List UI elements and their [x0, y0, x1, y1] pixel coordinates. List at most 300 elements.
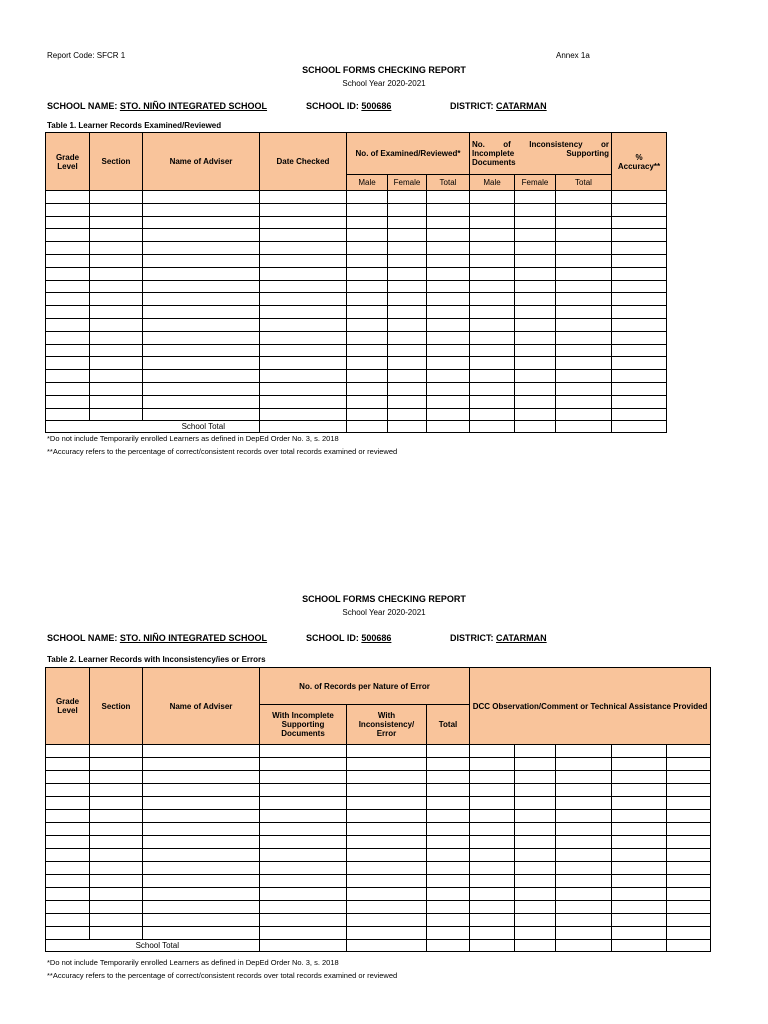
- table-cell[interactable]: [143, 758, 260, 771]
- table-cell[interactable]: [143, 745, 260, 758]
- table-cell[interactable]: [347, 242, 388, 255]
- table-cell[interactable]: [90, 395, 143, 408]
- table-cell[interactable]: [388, 382, 427, 395]
- table-cell[interactable]: [556, 914, 612, 927]
- table-cell[interactable]: [427, 216, 470, 229]
- table-cell[interactable]: [347, 888, 427, 901]
- table-cell[interactable]: [90, 370, 143, 383]
- table-cell[interactable]: [143, 797, 260, 810]
- school-total-cell[interactable]: [612, 421, 667, 433]
- table-cell[interactable]: [90, 823, 143, 836]
- table-cell[interactable]: [46, 318, 90, 331]
- table-cell[interactable]: [470, 849, 515, 862]
- table-cell[interactable]: [90, 254, 143, 267]
- table-cell[interactable]: [347, 901, 427, 914]
- table-cell[interactable]: [90, 862, 143, 875]
- table-cell[interactable]: [556, 370, 612, 383]
- table-cell[interactable]: [388, 395, 427, 408]
- table-cell[interactable]: [46, 408, 90, 421]
- table-cell[interactable]: [143, 203, 260, 216]
- table-cell[interactable]: [427, 758, 470, 771]
- table-cell[interactable]: [260, 836, 347, 849]
- table-cell[interactable]: [470, 395, 515, 408]
- table-cell[interactable]: [515, 745, 556, 758]
- table-cell[interactable]: [90, 267, 143, 280]
- table-cell[interactable]: [667, 797, 711, 810]
- table-cell[interactable]: [612, 382, 667, 395]
- table-cell[interactable]: [515, 862, 556, 875]
- table-cell[interactable]: [90, 242, 143, 255]
- table-cell[interactable]: [260, 216, 347, 229]
- table-cell[interactable]: [427, 382, 470, 395]
- table-cell[interactable]: [470, 408, 515, 421]
- table-cell[interactable]: [90, 280, 143, 293]
- table-cell[interactable]: [90, 382, 143, 395]
- table-cell[interactable]: [470, 382, 515, 395]
- table-cell[interactable]: [556, 331, 612, 344]
- table-cell[interactable]: [90, 408, 143, 421]
- table-cell[interactable]: [470, 771, 515, 784]
- table-cell[interactable]: [46, 927, 90, 940]
- table-cell[interactable]: [470, 306, 515, 319]
- table-cell[interactable]: [515, 927, 556, 940]
- table-cell[interactable]: [612, 408, 667, 421]
- table-cell[interactable]: [427, 395, 470, 408]
- table-cell[interactable]: [143, 771, 260, 784]
- table-cell[interactable]: [46, 823, 90, 836]
- table-cell[interactable]: [347, 849, 427, 862]
- table-cell[interactable]: [667, 927, 711, 940]
- table-cell[interactable]: [556, 836, 612, 849]
- table-cell[interactable]: [388, 203, 427, 216]
- table-cell[interactable]: [427, 784, 470, 797]
- table-cell[interactable]: [470, 254, 515, 267]
- table-cell[interactable]: [427, 927, 470, 940]
- table-cell[interactable]: [46, 395, 90, 408]
- table-cell[interactable]: [347, 771, 427, 784]
- table-cell[interactable]: [260, 862, 347, 875]
- table-cell[interactable]: [90, 849, 143, 862]
- table-cell[interactable]: [612, 784, 667, 797]
- table-cell[interactable]: [515, 229, 556, 242]
- table-cell[interactable]: [470, 216, 515, 229]
- table-cell[interactable]: [427, 293, 470, 306]
- table-cell[interactable]: [46, 849, 90, 862]
- table-cell[interactable]: [427, 344, 470, 357]
- table-cell[interactable]: [470, 797, 515, 810]
- table-cell[interactable]: [46, 797, 90, 810]
- table-cell[interactable]: [46, 370, 90, 383]
- table-cell[interactable]: [347, 306, 388, 319]
- table-cell[interactable]: [556, 784, 612, 797]
- table-cell[interactable]: [427, 191, 470, 204]
- table-cell[interactable]: [427, 408, 470, 421]
- table-cell[interactable]: [515, 382, 556, 395]
- table-cell[interactable]: [556, 901, 612, 914]
- table-cell[interactable]: [515, 836, 556, 849]
- table-cell[interactable]: [260, 408, 347, 421]
- table-cell[interactable]: [612, 823, 667, 836]
- table-cell[interactable]: [260, 357, 347, 370]
- table-cell[interactable]: [612, 745, 667, 758]
- table-cell[interactable]: [470, 191, 515, 204]
- school-total-cell[interactable]: [260, 940, 347, 952]
- table-cell[interactable]: [470, 901, 515, 914]
- table-cell[interactable]: [260, 318, 347, 331]
- table-cell[interactable]: [515, 293, 556, 306]
- table-cell[interactable]: [556, 797, 612, 810]
- table-cell[interactable]: [515, 408, 556, 421]
- table-cell[interactable]: [470, 344, 515, 357]
- table-cell[interactable]: [515, 331, 556, 344]
- school-total-cell[interactable]: [470, 940, 515, 952]
- table-cell[interactable]: [260, 306, 347, 319]
- table-cell[interactable]: [90, 914, 143, 927]
- table-cell[interactable]: [515, 758, 556, 771]
- table-cell[interactable]: [260, 784, 347, 797]
- table-cell[interactable]: [556, 254, 612, 267]
- table-cell[interactable]: [90, 875, 143, 888]
- table-cell[interactable]: [612, 203, 667, 216]
- table-cell[interactable]: [347, 914, 427, 927]
- table-cell[interactable]: [143, 280, 260, 293]
- table-cell[interactable]: [470, 280, 515, 293]
- table-cell[interactable]: [427, 280, 470, 293]
- table-cell[interactable]: [470, 203, 515, 216]
- table-cell[interactable]: [388, 242, 427, 255]
- table-cell[interactable]: [470, 745, 515, 758]
- table-cell[interactable]: [388, 370, 427, 383]
- table-cell[interactable]: [347, 797, 427, 810]
- table-cell[interactable]: [260, 823, 347, 836]
- table-cell[interactable]: [427, 836, 470, 849]
- table-cell[interactable]: [46, 306, 90, 319]
- table-cell[interactable]: [347, 293, 388, 306]
- table-cell[interactable]: [347, 344, 388, 357]
- table-cell[interactable]: [90, 318, 143, 331]
- table-cell[interactable]: [143, 784, 260, 797]
- table-cell[interactable]: [388, 344, 427, 357]
- table-cell[interactable]: [556, 203, 612, 216]
- table-cell[interactable]: [667, 810, 711, 823]
- table-cell[interactable]: [46, 229, 90, 242]
- table-cell[interactable]: [143, 370, 260, 383]
- table-cell[interactable]: [612, 914, 667, 927]
- table-cell[interactable]: [46, 216, 90, 229]
- table-cell[interactable]: [143, 229, 260, 242]
- table-cell[interactable]: [427, 862, 470, 875]
- table-cell[interactable]: [260, 901, 347, 914]
- table-cell[interactable]: [347, 357, 388, 370]
- table-cell[interactable]: [90, 229, 143, 242]
- table-cell[interactable]: [90, 771, 143, 784]
- table-cell[interactable]: [90, 344, 143, 357]
- table-cell[interactable]: [143, 888, 260, 901]
- table-cell[interactable]: [347, 370, 388, 383]
- table-cell[interactable]: [427, 901, 470, 914]
- school-total-cell[interactable]: [388, 421, 427, 433]
- table-cell[interactable]: [143, 254, 260, 267]
- table-cell[interactable]: [143, 823, 260, 836]
- table-cell[interactable]: [612, 370, 667, 383]
- table-cell[interactable]: [90, 888, 143, 901]
- table-cell[interactable]: [46, 771, 90, 784]
- table-cell[interactable]: [143, 344, 260, 357]
- table-cell[interactable]: [612, 293, 667, 306]
- table-cell[interactable]: [556, 293, 612, 306]
- table-cell[interactable]: [388, 408, 427, 421]
- table-cell[interactable]: [556, 875, 612, 888]
- table-cell[interactable]: [143, 395, 260, 408]
- table-cell[interactable]: [470, 242, 515, 255]
- table-cell[interactable]: [46, 836, 90, 849]
- table-cell[interactable]: [347, 862, 427, 875]
- table-cell[interactable]: [260, 914, 347, 927]
- table-cell[interactable]: [427, 823, 470, 836]
- table-cell[interactable]: [556, 810, 612, 823]
- table-cell[interactable]: [46, 914, 90, 927]
- school-total-cell[interactable]: [470, 421, 515, 433]
- table-cell[interactable]: [515, 191, 556, 204]
- table-cell[interactable]: [46, 203, 90, 216]
- table-cell[interactable]: [260, 191, 347, 204]
- table-cell[interactable]: [612, 344, 667, 357]
- table-cell[interactable]: [515, 267, 556, 280]
- table-cell[interactable]: [46, 888, 90, 901]
- table-cell[interactable]: [260, 331, 347, 344]
- table-cell[interactable]: [612, 901, 667, 914]
- table-cell[interactable]: [667, 823, 711, 836]
- table-cell[interactable]: [667, 849, 711, 862]
- table-cell[interactable]: [470, 823, 515, 836]
- table-cell[interactable]: [515, 901, 556, 914]
- table-cell[interactable]: [143, 927, 260, 940]
- table-cell[interactable]: [90, 357, 143, 370]
- table-cell[interactable]: [90, 901, 143, 914]
- table-cell[interactable]: [90, 797, 143, 810]
- table-cell[interactable]: [347, 784, 427, 797]
- table-cell[interactable]: [347, 216, 388, 229]
- table-cell[interactable]: [143, 293, 260, 306]
- table-cell[interactable]: [46, 875, 90, 888]
- table-cell[interactable]: [143, 408, 260, 421]
- table-cell[interactable]: [347, 254, 388, 267]
- table-cell[interactable]: [470, 914, 515, 927]
- table-cell[interactable]: [612, 254, 667, 267]
- table-cell[interactable]: [612, 836, 667, 849]
- table-cell[interactable]: [667, 888, 711, 901]
- table-cell[interactable]: [347, 836, 427, 849]
- table-cell[interactable]: [612, 849, 667, 862]
- school-total-cell[interactable]: [427, 421, 470, 433]
- school-total-cell[interactable]: [347, 421, 388, 433]
- table-cell[interactable]: [260, 810, 347, 823]
- table-cell[interactable]: [90, 758, 143, 771]
- table-cell[interactable]: [143, 875, 260, 888]
- table-cell[interactable]: [347, 203, 388, 216]
- table-cell[interactable]: [427, 357, 470, 370]
- table-cell[interactable]: [667, 914, 711, 927]
- table-cell[interactable]: [46, 344, 90, 357]
- table-cell[interactable]: [143, 331, 260, 344]
- table-cell[interactable]: [46, 242, 90, 255]
- table-cell[interactable]: [347, 267, 388, 280]
- table-cell[interactable]: [388, 357, 427, 370]
- table-cell[interactable]: [556, 306, 612, 319]
- table-cell[interactable]: [347, 745, 427, 758]
- table-cell[interactable]: [515, 810, 556, 823]
- table-cell[interactable]: [347, 408, 388, 421]
- table-cell[interactable]: [46, 901, 90, 914]
- table-cell[interactable]: [46, 784, 90, 797]
- table-cell[interactable]: [347, 280, 388, 293]
- table-cell[interactable]: [556, 357, 612, 370]
- table-cell[interactable]: [46, 280, 90, 293]
- table-cell[interactable]: [667, 745, 711, 758]
- table-cell[interactable]: [260, 395, 347, 408]
- table-cell[interactable]: [515, 797, 556, 810]
- table-cell[interactable]: [427, 370, 470, 383]
- table-cell[interactable]: [260, 267, 347, 280]
- table-cell[interactable]: [143, 357, 260, 370]
- table-cell[interactable]: [427, 771, 470, 784]
- table-cell[interactable]: [347, 810, 427, 823]
- table-cell[interactable]: [46, 331, 90, 344]
- table-cell[interactable]: [556, 395, 612, 408]
- table-cell[interactable]: [427, 254, 470, 267]
- table-cell[interactable]: [612, 395, 667, 408]
- table-cell[interactable]: [427, 797, 470, 810]
- table-cell[interactable]: [46, 810, 90, 823]
- table-cell[interactable]: [667, 901, 711, 914]
- school-total-cell[interactable]: [515, 940, 556, 952]
- school-total-cell[interactable]: [612, 940, 667, 952]
- table-cell[interactable]: [260, 382, 347, 395]
- table-cell[interactable]: [470, 331, 515, 344]
- table-cell[interactable]: [260, 888, 347, 901]
- table-cell[interactable]: [515, 306, 556, 319]
- table-cell[interactable]: [388, 293, 427, 306]
- table-cell[interactable]: [260, 758, 347, 771]
- table-cell[interactable]: [90, 745, 143, 758]
- table-cell[interactable]: [388, 280, 427, 293]
- table-cell[interactable]: [46, 745, 90, 758]
- table-cell[interactable]: [556, 771, 612, 784]
- table-cell[interactable]: [143, 836, 260, 849]
- table-cell[interactable]: [515, 888, 556, 901]
- table-cell[interactable]: [260, 344, 347, 357]
- table-cell[interactable]: [143, 191, 260, 204]
- table-cell[interactable]: [470, 370, 515, 383]
- table-cell[interactable]: [556, 280, 612, 293]
- table-cell[interactable]: [347, 758, 427, 771]
- table-cell[interactable]: [515, 823, 556, 836]
- school-total-cell[interactable]: [556, 421, 612, 433]
- table-cell[interactable]: [260, 203, 347, 216]
- table-cell[interactable]: [556, 888, 612, 901]
- table-cell[interactable]: [556, 849, 612, 862]
- table-cell[interactable]: [515, 254, 556, 267]
- table-cell[interactable]: [347, 927, 427, 940]
- table-cell[interactable]: [667, 758, 711, 771]
- table-cell[interactable]: [612, 771, 667, 784]
- table-cell[interactable]: [470, 293, 515, 306]
- table-cell[interactable]: [470, 888, 515, 901]
- table-cell[interactable]: [143, 318, 260, 331]
- table-cell[interactable]: [260, 254, 347, 267]
- table-cell[interactable]: [46, 267, 90, 280]
- table-cell[interactable]: [46, 758, 90, 771]
- table-cell[interactable]: [667, 771, 711, 784]
- table-cell[interactable]: [515, 357, 556, 370]
- table-cell[interactable]: [612, 758, 667, 771]
- table-cell[interactable]: [260, 229, 347, 242]
- table-cell[interactable]: [347, 875, 427, 888]
- table-cell[interactable]: [143, 914, 260, 927]
- table-cell[interactable]: [470, 875, 515, 888]
- table-cell[interactable]: [667, 836, 711, 849]
- table-cell[interactable]: [612, 810, 667, 823]
- table-cell[interactable]: [388, 318, 427, 331]
- table-cell[interactable]: [427, 229, 470, 242]
- table-cell[interactable]: [470, 784, 515, 797]
- table-cell[interactable]: [347, 382, 388, 395]
- school-total-cell[interactable]: [260, 421, 347, 433]
- table-cell[interactable]: [260, 927, 347, 940]
- table-cell[interactable]: [556, 242, 612, 255]
- table-cell[interactable]: [470, 267, 515, 280]
- table-cell[interactable]: [515, 344, 556, 357]
- table-cell[interactable]: [427, 888, 470, 901]
- table-cell[interactable]: [90, 810, 143, 823]
- table-cell[interactable]: [470, 229, 515, 242]
- table-cell[interactable]: [470, 836, 515, 849]
- table-cell[interactable]: [143, 216, 260, 229]
- table-cell[interactable]: [143, 901, 260, 914]
- table-cell[interactable]: [470, 357, 515, 370]
- table-cell[interactable]: [388, 331, 427, 344]
- table-cell[interactable]: [612, 927, 667, 940]
- table-cell[interactable]: [143, 267, 260, 280]
- table-cell[interactable]: [515, 395, 556, 408]
- table-cell[interactable]: [556, 318, 612, 331]
- table-cell[interactable]: [612, 357, 667, 370]
- table-cell[interactable]: [90, 331, 143, 344]
- table-cell[interactable]: [143, 810, 260, 823]
- table-cell[interactable]: [470, 810, 515, 823]
- table-cell[interactable]: [388, 254, 427, 267]
- table-cell[interactable]: [427, 318, 470, 331]
- table-cell[interactable]: [90, 191, 143, 204]
- table-cell[interactable]: [260, 242, 347, 255]
- table-cell[interactable]: [388, 306, 427, 319]
- table-cell[interactable]: [612, 229, 667, 242]
- table-cell[interactable]: [470, 862, 515, 875]
- table-cell[interactable]: [90, 784, 143, 797]
- table-cell[interactable]: [427, 242, 470, 255]
- table-cell[interactable]: [556, 408, 612, 421]
- table-cell[interactable]: [470, 758, 515, 771]
- table-cell[interactable]: [90, 216, 143, 229]
- table-cell[interactable]: [556, 758, 612, 771]
- school-total-cell[interactable]: [667, 940, 711, 952]
- table-cell[interactable]: [260, 771, 347, 784]
- table-cell[interactable]: [612, 267, 667, 280]
- table-cell[interactable]: [427, 331, 470, 344]
- table-cell[interactable]: [667, 784, 711, 797]
- table-cell[interactable]: [556, 862, 612, 875]
- school-total-cell[interactable]: [556, 940, 612, 952]
